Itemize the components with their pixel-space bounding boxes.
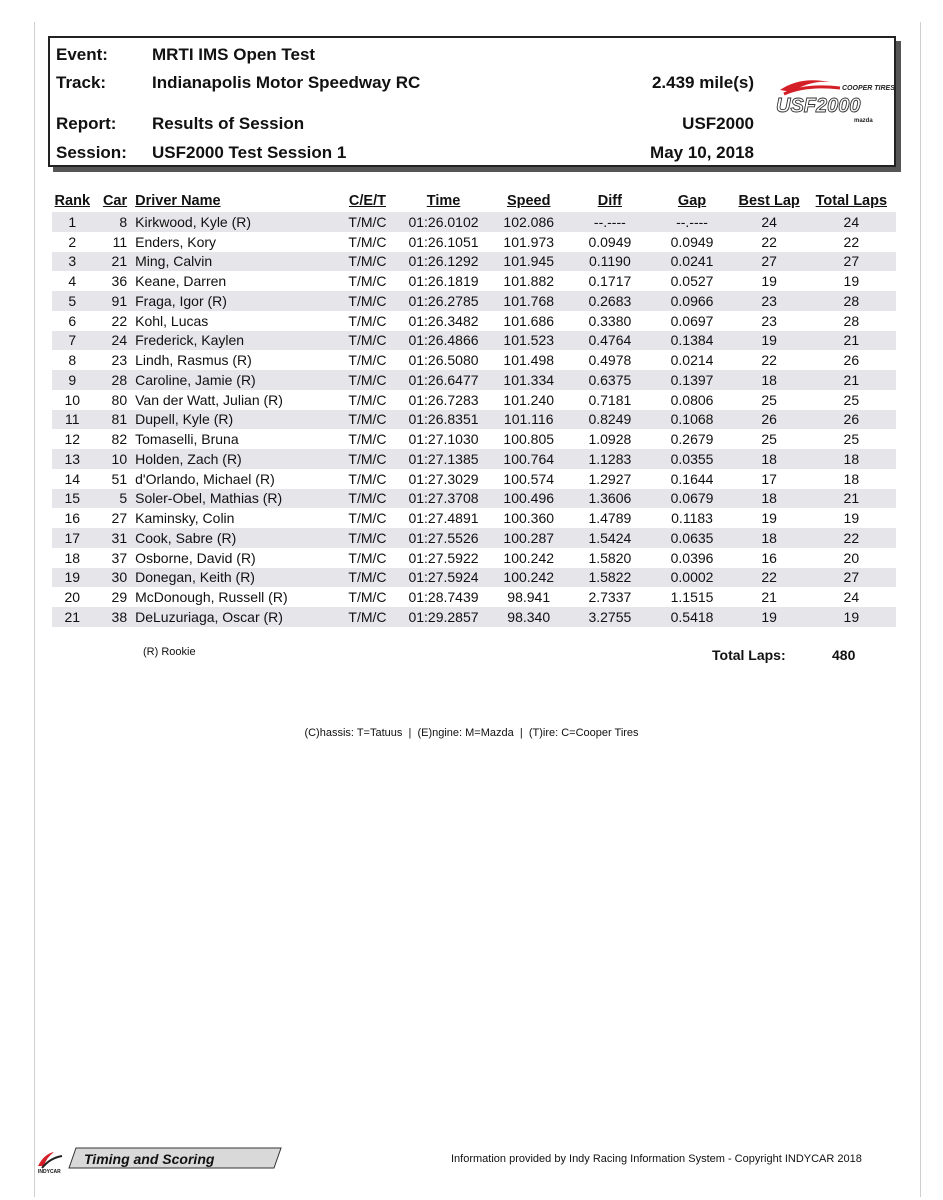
event-label: Event: [56,45,108,64]
table-row [52,489,896,509]
time-cell: 01:27.5922 [408,549,479,566]
col-cet: C/E/T [348,193,386,209]
speed-cell: 100.805 [503,431,555,448]
gap-cell: 0.0396 [670,549,714,566]
best-lap-cell: 19 [732,607,807,627]
car-cell: 80 [111,391,128,408]
gap-cell: 0.0679 [652,489,731,509]
rank-cell: 2 [68,233,77,250]
best-lap-cell: 19 [761,510,777,527]
rank-cell: 9 [52,370,93,390]
time-cell: 01:27.1385 [397,449,490,469]
report-label: Report: [56,114,117,133]
diff-cell: 3.2755 [567,607,652,627]
rank-cell: 1 [52,212,93,232]
diff-cell: 1.5820 [588,549,632,566]
time-cell: 01:27.5526 [397,528,490,548]
driver-cell: Enders, Kory [135,233,217,250]
total-laps-label: Total Laps: [712,647,786,663]
cet-legend: (C)hassis: T=Tatuus | (E)ngine: M=Mazda | (T)ire: C=Cooper Tires [304,727,639,739]
time-cell: 01:26.6477 [397,370,490,390]
driver-cell: Kohl, Lucas [135,312,209,329]
rank-cell: 6 [68,312,77,329]
time-cell: 01:26.0102 [397,212,490,232]
car-cell: 30 [93,568,134,588]
total-laps-value: 480 [832,647,856,663]
car-cell: 5 [93,489,134,509]
driver-cell: Lindh, Rasmus (R) [135,352,252,369]
total-laps-cell: 28 [807,291,896,311]
time-cell: 01:26.1292 [397,252,490,272]
total-laps-cell: 25 [843,431,860,448]
rank-cell: 13 [52,449,93,469]
total-laps-cell: 20 [843,549,860,566]
time-cell: 01:26.8351 [397,410,490,430]
total-laps-cell: 19 [807,607,896,627]
car-cell: 82 [111,431,128,448]
cet-cell: T/M/C [348,391,387,408]
rank-cell: 7 [52,331,93,351]
total-laps-cell: 19 [843,273,860,290]
best-lap-cell: 19 [732,331,807,351]
rank-cell: 12 [64,431,81,448]
gap-cell: 0.1644 [670,470,714,487]
track-label: Track: [56,73,107,92]
cet-cell: T/M/C [338,528,397,548]
speed-cell: 100.764 [490,449,567,469]
rank-cell: 18 [64,549,81,566]
driver-cell: Kirkwood, Kyle (R) [133,212,338,232]
total-laps-cell: 21 [807,489,896,509]
gap-cell: 0.0214 [670,352,714,369]
gap-cell: 0.1068 [652,410,731,430]
car-cell: 91 [93,291,134,311]
rank-cell: 10 [64,391,81,408]
speed-cell: 101.116 [490,410,567,430]
table-row [52,331,896,351]
car-cell: 36 [111,273,128,290]
table-row [52,508,896,528]
driver-cell: Holden, Zach (R) [133,449,338,469]
col-diff: Diff [597,193,622,209]
table-row [52,410,896,430]
gap-cell: 0.0355 [652,449,731,469]
cet-cell: T/M/C [348,273,387,290]
gap-cell: 0.1384 [652,331,731,351]
best-lap-cell: 17 [761,470,777,487]
speed-cell: 98.340 [490,607,567,627]
time-cell: 01:26.7283 [408,391,479,408]
driver-cell: Fraga, Igor (R) [133,291,338,311]
car-cell: 8 [93,212,134,232]
speed-cell: 100.496 [490,489,567,509]
total-laps-cell: 21 [807,331,896,351]
total-laps-cell: 26 [807,410,896,430]
cet-cell: T/M/C [338,370,397,390]
diff-cell: 0.2683 [567,291,652,311]
best-lap-cell: 18 [732,449,807,469]
table-row [52,587,896,607]
gap-cell: 0.0002 [652,568,731,588]
time-cell: 01:29.2857 [397,607,490,627]
results-table [52,190,896,627]
driver-cell: Kaminsky, Colin [135,510,235,527]
driver-cell: McDonough, Russell (R) [135,589,288,606]
gap-cell: 0.1183 [671,510,713,527]
diff-cell: 1.1283 [567,449,652,469]
total-laps-cell: 18 [843,470,860,487]
table-row [52,232,896,252]
gap-cell: 0.0949 [670,233,714,250]
timing-scoring-logo [36,1146,281,1174]
total-laps-cell: 19 [843,510,860,527]
speed-cell: 100.287 [490,528,567,548]
diff-cell: 1.2927 [588,470,632,487]
speed-cell: 102.086 [490,212,567,232]
cet-cell: T/M/C [348,233,387,250]
time-cell: 01:27.3708 [397,489,490,509]
rank-cell: 14 [64,470,81,487]
table-row [52,449,896,469]
table-row [52,528,896,548]
time-cell: 01:27.4891 [408,510,479,527]
time-cell: 01:27.1030 [408,431,479,448]
best-lap-cell: 22 [761,233,777,250]
time-cell: 01:28.7439 [408,589,479,606]
cet-cell: T/M/C [338,568,397,588]
best-lap-cell: 26 [732,410,807,430]
cet-cell: T/M/C [348,510,387,527]
total-laps-cell: 22 [843,233,860,250]
speed-cell: 101.523 [490,331,567,351]
diff-cell: 0.7181 [588,391,632,408]
driver-cell: d'Orlando, Michael (R) [135,470,275,487]
track-value: Indianapolis Motor Speedway RC [152,73,421,92]
table-row [52,548,896,568]
cet-cell: T/M/C [348,352,387,369]
speed-cell: 101.334 [490,370,567,390]
total-laps-cell: 21 [807,370,896,390]
diff-cell: 1.5424 [567,528,652,548]
table-row [52,370,896,390]
best-lap-cell: 18 [732,370,807,390]
results-body [52,212,896,627]
speed-cell: 101.882 [503,273,555,290]
cet-cell: T/M/C [338,449,397,469]
col-time: Time [426,193,461,209]
event-value: MRTI IMS Open Test [152,45,316,64]
driver-cell: Donegan, Keith (R) [133,568,338,588]
diff-cell: 0.4978 [588,352,632,369]
speed-cell: 101.498 [503,352,555,369]
car-cell: 10 [93,449,134,469]
car-cell: 31 [93,528,134,548]
driver-cell: Frederick, Kaylen [133,331,338,351]
speed-cell: 101.945 [490,252,567,272]
cet-cell: T/M/C [348,312,387,329]
time-cell: 01:26.2785 [397,291,490,311]
diff-cell: 1.5822 [567,568,652,588]
cet-cell: T/M/C [348,589,387,606]
rank-cell: 21 [52,607,93,627]
diff-cell: 0.1717 [588,273,632,290]
time-cell: 01:26.5080 [408,352,479,369]
session-date: May 10, 2018 [650,143,754,162]
car-cell: 37 [111,549,128,566]
gap-cell: 0.5418 [652,607,731,627]
logo-main-text: USF2000 [776,95,861,117]
report-value: Results of Session [152,114,305,133]
col-total-laps: Total Laps [815,193,888,209]
driver-cell: Soler-Obel, Mathias (R) [133,489,338,509]
speed-cell: 100.574 [503,470,555,487]
total-laps-cell: 27 [807,568,896,588]
table-row [52,350,896,370]
best-lap-cell: 18 [732,489,807,509]
best-lap-cell: 22 [761,352,777,369]
rank-cell: 15 [52,489,93,509]
driver-cell: Caroline, Jamie (R) [133,370,338,390]
car-cell: 51 [111,470,128,487]
table-row [52,568,896,588]
time-cell: 01:27.5924 [397,568,490,588]
speed-cell: 101.686 [503,312,555,329]
cet-cell: T/M/C [338,291,397,311]
col-rank: Rank [54,193,91,209]
col-car: Car [102,193,128,209]
table-row [52,271,896,291]
diff-cell: 1.3606 [567,489,652,509]
car-cell: 21 [93,252,134,272]
timing-scoring-text: Timing and Scoring [84,1151,215,1167]
time-cell: 01:26.3482 [408,312,479,329]
best-lap-cell: 27 [732,252,807,272]
car-cell: 38 [93,607,134,627]
car-cell: 24 [93,331,134,351]
track-length: 2.439 mile(s) [651,73,754,92]
rank-cell: 19 [52,568,93,588]
car-cell: 29 [111,589,128,606]
total-laps-cell: 24 [843,589,860,606]
rank-cell: 20 [64,589,81,606]
gap-cell: 0.0527 [670,273,714,290]
table-header-row [52,190,896,212]
rank-cell: 5 [52,291,93,311]
diff-cell: 2.7337 [588,589,632,606]
indycar-text: INDYCAR [38,1169,61,1175]
table-row [52,311,896,331]
gap-cell: 0.0241 [652,252,731,272]
header-box [48,36,896,167]
driver-cell: Dupell, Kyle (R) [133,410,338,430]
diff-cell: --.---- [567,212,652,232]
driver-cell: Van der Watt, Julian (R) [135,391,283,408]
cet-cell: T/M/C [348,431,387,448]
gap-cell: 0.0966 [652,291,731,311]
gap-cell: 0.0635 [652,528,731,548]
rank-cell: 4 [68,273,77,290]
total-laps-cell: 27 [807,252,896,272]
speed-cell: 101.768 [490,291,567,311]
rank-cell: 16 [64,510,81,527]
gap-cell: 0.2679 [670,431,714,448]
time-cell: 01:26.4866 [397,331,490,351]
diff-cell: 0.1190 [567,252,652,272]
total-laps-cell: 22 [807,528,896,548]
car-cell: 81 [93,410,134,430]
total-laps-cell: 25 [843,391,860,408]
time-cell: 01:27.3029 [408,470,479,487]
cet-cell: T/M/C [338,331,397,351]
logo-mazda-text: mazda [854,118,873,124]
gap-cell: 1.1515 [670,589,714,606]
table-row [52,469,896,489]
col-best-lap: Best Lap [738,193,800,209]
gap-cell: 0.0697 [670,312,714,329]
session-value: USF2000 Test Session 1 [152,143,347,162]
cet-cell: T/M/C [338,212,397,232]
best-lap-cell: 22 [732,568,807,588]
cet-cell: T/M/C [338,489,397,509]
cet-cell: T/M/C [338,410,397,430]
gap-cell: 0.1397 [652,370,731,390]
table-row [52,390,896,410]
best-lap-cell: 25 [761,391,777,408]
car-cell: 22 [111,312,128,329]
table-row [52,291,896,311]
series-name: USF2000 [682,114,754,133]
diff-cell: 1.0928 [588,431,632,448]
driver-cell: Tomaselli, Bruna [135,431,239,448]
cet-cell: T/M/C [348,549,387,566]
time-cell: 01:26.1819 [408,273,479,290]
best-lap-cell: 16 [761,549,777,566]
driver-cell: Osborne, David (R) [135,549,256,566]
cet-cell: T/M/C [338,252,397,272]
gap-cell: 0.0806 [670,391,714,408]
cet-cell: T/M/C [348,470,387,487]
driver-cell: DeLuzuriaga, Oscar (R) [133,607,338,627]
table-row [52,212,896,232]
speed-cell: 101.240 [503,391,555,408]
diff-cell: 0.4764 [567,331,652,351]
session-label: Session: [56,143,127,162]
rank-cell: 3 [52,252,93,272]
rank-cell: 11 [52,410,93,430]
speed-cell: 101.973 [503,233,555,250]
col-driver: Driver Name [135,193,221,209]
diff-cell: 0.3380 [588,312,632,329]
best-lap-cell: 21 [761,589,777,606]
rookie-note: (R) Rookie [143,646,196,658]
table-row [52,252,896,272]
best-lap-cell: 25 [761,431,777,448]
car-cell: 27 [111,510,128,527]
col-speed: Speed [506,193,551,209]
usf2000-logo [770,74,895,124]
best-lap-cell: 24 [732,212,807,232]
diff-cell: 0.8249 [567,410,652,430]
driver-cell: Keane, Darren [135,273,227,290]
total-laps-cell: 18 [807,449,896,469]
car-cell: 11 [112,233,128,250]
speed-cell: 98.941 [507,589,551,606]
table-row [52,429,896,449]
best-lap-cell: 23 [732,291,807,311]
rank-cell: 17 [52,528,93,548]
best-lap-cell: 19 [761,273,777,290]
col-gap: Gap [677,193,707,209]
gap-cell: --.---- [652,212,731,232]
total-laps-cell: 24 [807,212,896,232]
time-cell: 01:26.1051 [408,233,479,250]
driver-cell: Cook, Sabre (R) [133,528,338,548]
total-laps-cell: 28 [843,312,860,329]
car-cell: 23 [111,352,128,369]
diff-cell: 0.6375 [567,370,652,390]
speed-cell: 100.242 [503,549,555,566]
diff-cell: 1.4789 [588,510,632,527]
car-cell: 28 [93,370,134,390]
logo-cooper-text: COOPER TIRES [842,85,895,92]
copyright-text: Information provided by Indy Racing Information System - Copyright INDYCAR 2018 [451,1153,862,1165]
cet-cell: T/M/C [338,607,397,627]
best-lap-cell: 18 [732,528,807,548]
best-lap-cell: 23 [761,312,777,329]
diff-cell: 0.0949 [588,233,632,250]
speed-cell: 100.242 [490,568,567,588]
total-laps-cell: 26 [843,352,860,369]
speed-cell: 100.360 [503,510,555,527]
driver-cell: Ming, Calvin [133,252,338,272]
rank-cell: 8 [68,352,77,369]
table-row [52,607,896,627]
